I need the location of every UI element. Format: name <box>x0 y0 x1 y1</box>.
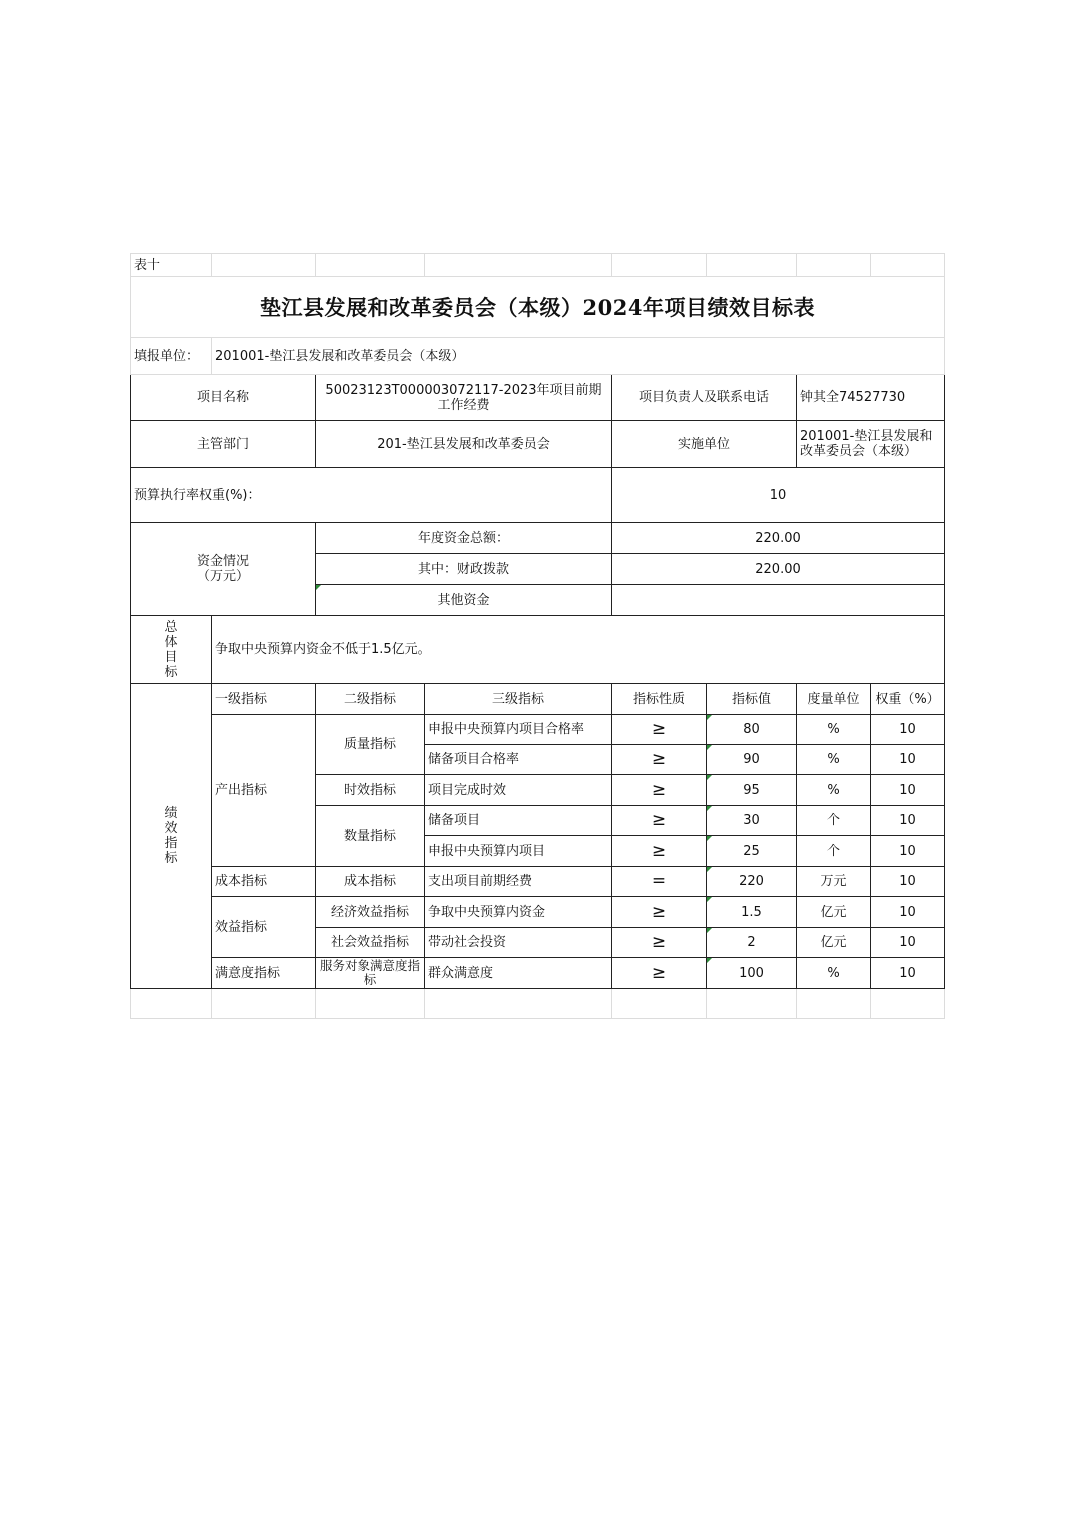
level1-output: 产出指标 <box>212 715 316 867</box>
nature-cell: ≥ <box>612 806 707 836</box>
unit-cell: 个 <box>797 806 871 836</box>
dept-label: 主管部门 <box>131 421 316 468</box>
fiscal-funds-label: 其中：财政拨款 <box>316 554 612 585</box>
other-funds-value <box>612 585 945 616</box>
nature-cell: ≥ <box>612 745 707 775</box>
level2-quantity: 数量指标 <box>316 806 425 867</box>
indicator-header-row <box>131 684 945 715</box>
unit-cell: % <box>797 775 871 806</box>
nature-cell: ≥ <box>612 775 707 806</box>
goal-char: 标 <box>164 664 178 680</box>
budget-weight-row <box>131 468 945 523</box>
header-level1: 一级指标 <box>212 684 316 715</box>
indicators-label <box>131 684 212 989</box>
sheet-label-row <box>131 254 945 277</box>
funds-label-line2: （万元） <box>196 569 249 584</box>
unit-cell: % <box>797 958 871 989</box>
weight-cell: 10 <box>871 775 945 806</box>
weight-cell: 10 <box>871 806 945 836</box>
table-row <box>131 867 945 897</box>
header-unit: 度量单位 <box>797 684 871 715</box>
annual-funds-value: 220.00 <box>612 523 945 554</box>
value-cell: 25 <box>707 836 797 867</box>
goal-char: 总 <box>164 619 178 635</box>
header-level2: 二级指标 <box>316 684 425 715</box>
performance-target-sheet <box>130 253 945 1019</box>
overall-goal-text: 争取中央预算内资金不低于1.5亿元。 <box>212 616 945 684</box>
annual-funds-label: 年度资金总额： <box>316 523 612 554</box>
trailing-empty-row <box>131 989 945 1019</box>
level3-cell: 申报中央预算内项目合格率 <box>425 715 612 745</box>
weight-cell: 10 <box>871 867 945 897</box>
project-name-row <box>131 375 945 421</box>
level3-cell: 申报中央预算内项目 <box>425 836 612 867</box>
level2-cost: 成本指标 <box>316 867 425 897</box>
weight-cell: 10 <box>871 958 945 989</box>
level3-cell: 储备项目合格率 <box>425 745 612 775</box>
header-level3: 三级指标 <box>425 684 612 715</box>
level3-cell: 群众满意度 <box>425 958 612 989</box>
impl-unit-value: 201001-垫江县发展和改革委员会（本级） <box>797 421 945 468</box>
impl-unit-label: 实施单位 <box>612 421 797 468</box>
header-value: 指标值 <box>707 684 797 715</box>
budget-weight-value: 10 <box>612 468 945 523</box>
weight-cell: 10 <box>871 897 945 928</box>
unit-cell: 亿元 <box>797 928 871 958</box>
level1-benefit: 效益指标 <box>212 897 316 958</box>
level2-service-satisfaction: 服务对象满意度指标 <box>316 958 425 989</box>
unit-cell: 万元 <box>797 867 871 897</box>
reporting-unit-row <box>131 338 945 375</box>
other-funds-label: 其他资金 <box>316 585 612 616</box>
header-nature: 指标性质 <box>612 684 707 715</box>
funds-annual-row <box>131 523 945 554</box>
project-name-value: 50023123T000003072117-2023年项目前期工作经费 <box>316 375 612 421</box>
indicators-char: 标 <box>164 851 178 866</box>
unit-cell: 亿元 <box>797 897 871 928</box>
contact-label: 项目负责人及联系电话 <box>612 375 797 421</box>
weight-cell: 10 <box>871 836 945 867</box>
value-cell: 100 <box>707 958 797 989</box>
value-cell: 220 <box>707 867 797 897</box>
nature-cell: ≥ <box>612 928 707 958</box>
reporting-unit-value: 201001-垫江县发展和改革委员会（本级） <box>212 338 945 375</box>
level3-cell: 支出项目前期经费 <box>425 867 612 897</box>
department-row <box>131 421 945 468</box>
level1-satisfaction: 满意度指标 <box>212 958 316 989</box>
nature-cell: ≥ <box>612 715 707 745</box>
title-row <box>131 277 945 338</box>
header-weight: 权重（%） <box>871 684 945 715</box>
nature-cell: ≥ <box>612 958 707 989</box>
unit-cell: 个 <box>797 836 871 867</box>
funds-label-line1: 资金情况 <box>196 554 249 569</box>
value-cell: 95 <box>707 775 797 806</box>
value-cell: 2 <box>707 928 797 958</box>
table-row <box>131 897 945 928</box>
fiscal-funds-value: 220.00 <box>612 554 945 585</box>
level1-cost: 成本指标 <box>212 867 316 897</box>
overall-goal-label <box>131 616 212 684</box>
project-name-label: 项目名称 <box>131 375 316 421</box>
indicators-char: 绩 <box>164 806 178 821</box>
value-cell: 1.5 <box>707 897 797 928</box>
indicators-char: 效 <box>164 821 178 836</box>
level3-cell: 储备项目 <box>425 806 612 836</box>
page-title: 垫江县发展和改革委员会（本级）2024年项目绩效目标表 <box>131 277 945 338</box>
level2-quality: 质量指标 <box>316 715 425 775</box>
nature-cell: = <box>612 867 707 897</box>
goal-char: 体 <box>164 634 178 650</box>
nature-cell: ≥ <box>612 897 707 928</box>
reporting-unit-label: 填报单位： <box>131 338 212 375</box>
weight-cell: 10 <box>871 715 945 745</box>
budget-weight-label: 预算执行率权重(%)： <box>131 468 612 523</box>
level2-social: 社会效益指标 <box>316 928 425 958</box>
level3-cell: 项目完成时效 <box>425 775 612 806</box>
level2-timeliness: 时效指标 <box>316 775 425 806</box>
weight-cell: 10 <box>871 745 945 775</box>
nature-cell: ≥ <box>612 836 707 867</box>
indicators-char: 指 <box>164 836 178 851</box>
value-cell: 80 <box>707 715 797 745</box>
sheet-label: 表十 <box>131 254 212 277</box>
level3-cell: 带动社会投资 <box>425 928 612 958</box>
dept-value: 201-垫江县发展和改革委员会 <box>316 421 612 468</box>
value-cell: 30 <box>707 806 797 836</box>
table-row <box>131 958 945 989</box>
value-cell: 90 <box>707 745 797 775</box>
level2-economic: 经济效益指标 <box>316 897 425 928</box>
table-row <box>131 715 945 745</box>
contact-value: 钟其全74527730 <box>797 375 945 421</box>
overall-goal-row <box>131 616 945 684</box>
unit-cell: % <box>797 715 871 745</box>
weight-cell: 10 <box>871 928 945 958</box>
level3-cell: 争取中央预算内资金 <box>425 897 612 928</box>
goal-char: 目 <box>164 649 178 665</box>
unit-cell: % <box>797 745 871 775</box>
funds-label <box>131 523 316 616</box>
